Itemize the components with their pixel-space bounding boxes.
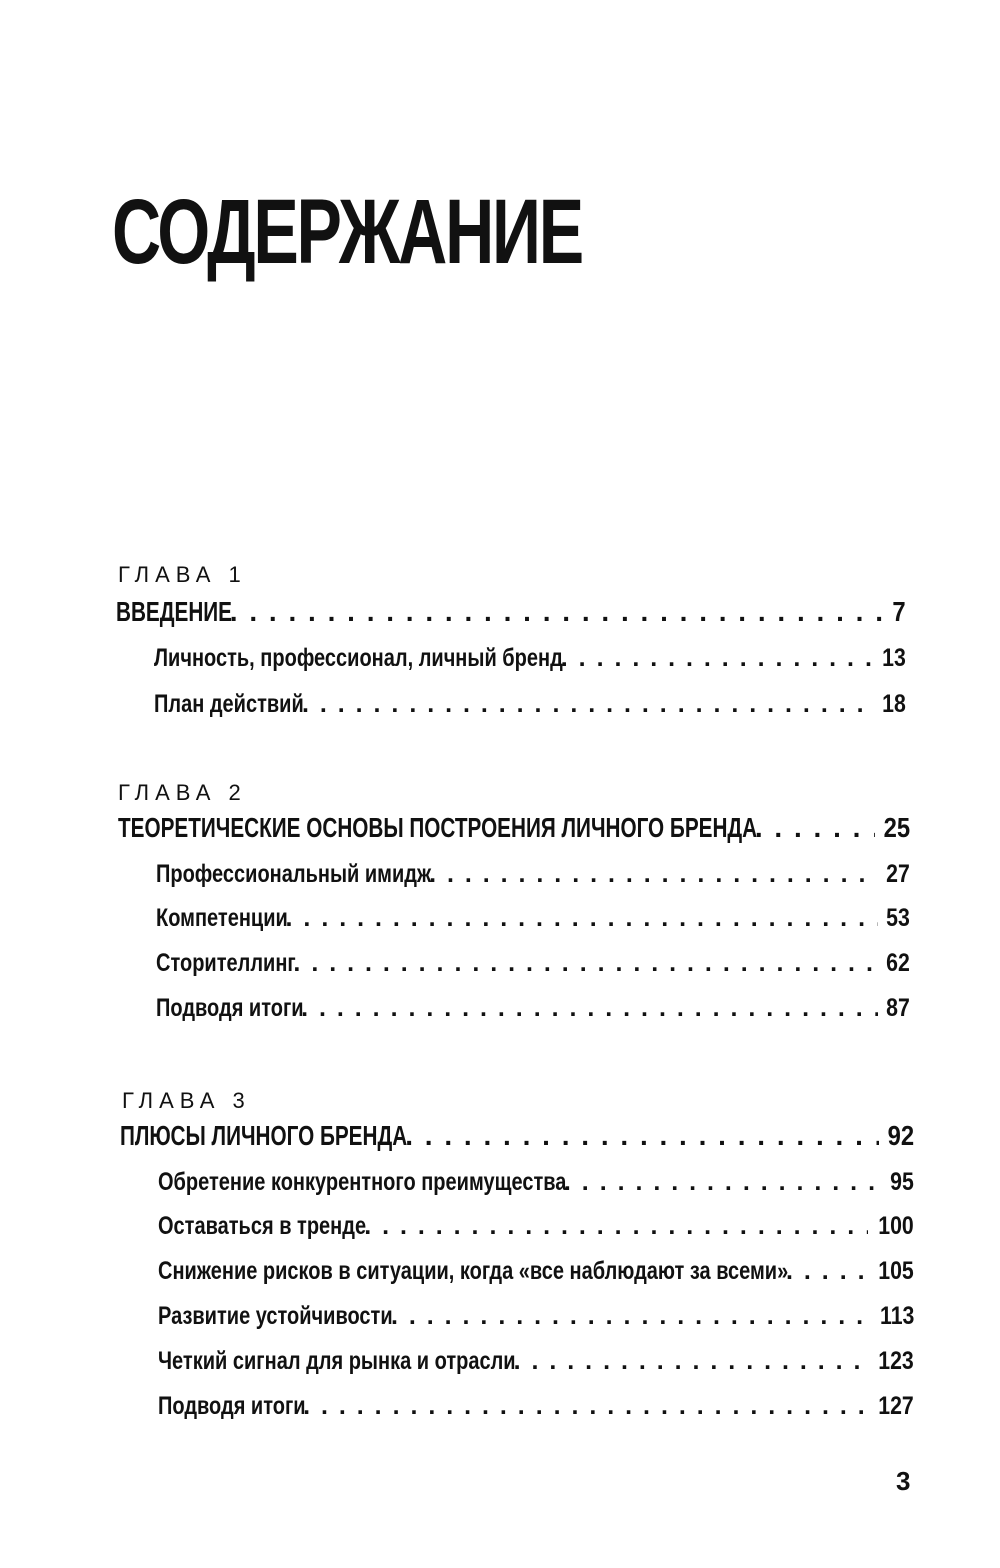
toc-entry-page: 62 xyxy=(886,949,910,977)
toc-entry-page: 27 xyxy=(886,860,910,888)
toc-entry-page: 95 xyxy=(890,1168,914,1196)
toc-entry-sub xyxy=(158,1208,914,1244)
dot-leader xyxy=(561,640,874,676)
dot-leader xyxy=(429,856,878,892)
toc-entry-title: Подводя итоги xyxy=(158,1392,306,1420)
dot-leader xyxy=(286,900,879,936)
toc-entry-sub xyxy=(156,856,910,892)
toc-entry-sub xyxy=(158,1388,914,1424)
toc-entry-page: 127 xyxy=(878,1392,914,1420)
toc-entry-page: 92 xyxy=(887,1120,914,1151)
toc-entry-sub xyxy=(156,990,910,1026)
toc-entry-title: Профессиональный имидж xyxy=(156,860,432,888)
toc-entry-sub xyxy=(158,1253,914,1289)
toc-entry-page: 25 xyxy=(883,812,910,843)
toc-entry-title: ПЛЮСЫ ЛИЧНОГО БРЕНДА xyxy=(120,1120,408,1151)
toc-entry-sub xyxy=(158,1164,914,1200)
toc-entry-page: 7 xyxy=(892,596,906,627)
toc-entry-main xyxy=(120,1118,914,1154)
toc-entry-main xyxy=(118,810,910,846)
dot-leader xyxy=(755,810,875,846)
toc-entry-title: Личность, профессионал, личный бренд xyxy=(154,644,563,672)
toc-entry-title: Развитие устойчивости xyxy=(158,1302,393,1330)
toc-entry-page: 13 xyxy=(882,644,906,672)
toc-entry-sub xyxy=(158,1298,914,1334)
toc-entry-sub xyxy=(154,686,906,722)
dot-leader xyxy=(391,1298,870,1334)
dot-leader xyxy=(301,990,878,1026)
page-title: СОДЕРЖАНИЕ xyxy=(112,181,582,283)
toc-entry-title: Снижение рисков в ситуации, когда «все наблюдают за всеми» xyxy=(158,1257,789,1285)
toc-entry-title: Подводя итоги xyxy=(156,994,304,1022)
toc-entry-title: Компетенции xyxy=(156,904,288,932)
chapter-label: ГЛАВА 3 xyxy=(122,1088,251,1113)
toc-entry-title: ВВЕДЕНИЕ xyxy=(116,596,233,627)
dot-leader xyxy=(230,594,887,630)
toc-entry-title: План действий xyxy=(154,690,304,718)
dot-leader xyxy=(302,686,874,722)
page-number: 3 xyxy=(896,1466,911,1496)
toc-entry-page: 113 xyxy=(879,1302,914,1330)
dot-leader xyxy=(564,1164,882,1200)
dot-leader xyxy=(514,1343,869,1379)
dot-leader xyxy=(364,1208,868,1244)
toc-entry-title: ТЕОРЕТИЧЕСКИЕ ОСНОВЫ ПОСТРОЕНИЯ ЛИЧНОГО БРЕНДА xyxy=(118,812,758,843)
toc-entry-page: 18 xyxy=(882,690,906,718)
toc-entry-page: 53 xyxy=(886,904,910,932)
dot-leader xyxy=(405,1118,879,1154)
toc-entry-title: Четкий сигнал для рынка и отрасли xyxy=(158,1347,516,1375)
toc-entry-main xyxy=(116,594,906,630)
toc-entry-sub xyxy=(158,1343,914,1379)
toc-entry-sub xyxy=(156,945,910,981)
dot-leader xyxy=(303,1388,868,1424)
toc-entry-title: Обретение конкурентного преимущества xyxy=(158,1168,567,1196)
toc-entry-page: 100 xyxy=(878,1212,914,1240)
toc-entry-title: Оставаться в тренде xyxy=(158,1212,367,1240)
toc-entry-sub xyxy=(154,640,906,676)
chapter-label: ГЛАВА 1 xyxy=(118,562,247,587)
toc-entry-page: 105 xyxy=(878,1257,914,1285)
toc-entry-page: 123 xyxy=(878,1347,914,1375)
chapter-label: ГЛАВА 2 xyxy=(118,780,247,805)
toc-entry-page: 87 xyxy=(886,994,910,1022)
toc-entry-title: Сторителлинг xyxy=(156,949,296,977)
toc-entry-sub xyxy=(156,900,910,936)
dot-leader xyxy=(293,945,878,981)
dot-leader xyxy=(786,1253,868,1289)
